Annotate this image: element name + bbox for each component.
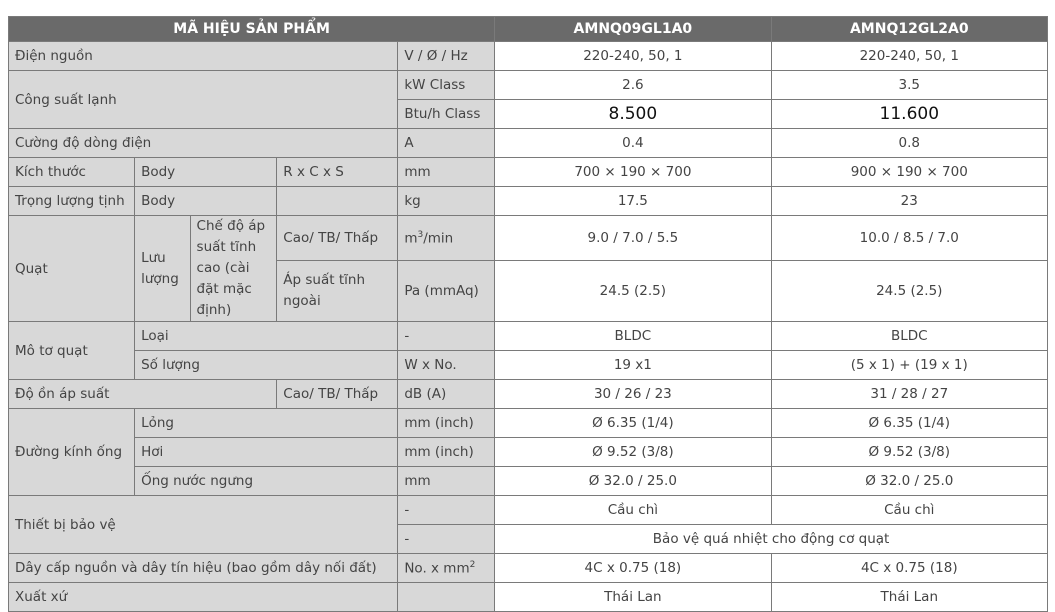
cable-unit: No. x $mm^2$ bbox=[398, 554, 495, 583]
cable-value-2: 4C x 0.75 (18) bbox=[771, 554, 1047, 583]
fan-label: Quạt bbox=[9, 216, 135, 322]
current-value-2: 0.8 bbox=[771, 129, 1047, 158]
header-model-1: AMNQ09GL1A0 bbox=[495, 17, 771, 42]
cooling-btu-unit: Btu/h Class bbox=[398, 100, 495, 129]
pipe-drain-value-2: Ø 32.0 / 25.0 bbox=[771, 467, 1047, 496]
pipe-drain-label: Ống nước ngưng bbox=[135, 467, 398, 496]
motor-qty-unit: W x No. bbox=[398, 351, 495, 380]
protection-fuse-value-2: Cầu chì bbox=[771, 496, 1047, 525]
table-row-pipe-gas bbox=[9, 438, 1048, 467]
net-weight-label: Trọng lượng tịnh bbox=[9, 187, 135, 216]
noise-sub: Cao/ TB/ Thấp bbox=[277, 380, 398, 409]
cooling-kw-unit: kW Class bbox=[398, 71, 495, 100]
current-unit: A bbox=[398, 129, 495, 158]
table-header-row bbox=[9, 17, 1048, 42]
origin-unit-empty bbox=[398, 583, 495, 612]
table-row-net-weight bbox=[9, 187, 1048, 216]
table-row-fan-speed bbox=[9, 216, 1048, 261]
power-supply-value-1: 220-240, 50, 1 bbox=[495, 42, 771, 71]
motor-type-unit: - bbox=[398, 322, 495, 351]
cable-value-1: 4C x 0.75 (18) bbox=[495, 554, 771, 583]
protection-label: Thiết bị bảo vệ bbox=[9, 496, 398, 554]
table-row-origin bbox=[9, 583, 1048, 612]
fan-pressure-value-2: 24.5 (2.5) bbox=[771, 261, 1047, 322]
pipe-gas-label: Hơi bbox=[135, 438, 398, 467]
table-row-current bbox=[9, 129, 1048, 158]
motor-qty-value-2: (5 x 1) + (19 x 1) bbox=[771, 351, 1047, 380]
fan-pressure-label: Áp suất tĩnh ngoài bbox=[277, 261, 398, 322]
cooling-capacity-label: Công suất lạnh bbox=[9, 71, 398, 129]
cooling-kw-value-1: 2.6 bbox=[495, 71, 771, 100]
table-row-pipe-drain bbox=[9, 467, 1048, 496]
spec-table-container bbox=[8, 16, 1048, 612]
protection-fuse-value-1: Cầu chì bbox=[495, 496, 771, 525]
pipe-gas-unit: mm (inch) bbox=[398, 438, 495, 467]
pipe-gas-value-2: Ø 9.52 (3/8) bbox=[771, 438, 1047, 467]
cable-label: Dây cấp nguồn và dây tín hiệu (bao gồm dây nối đất) bbox=[9, 554, 398, 583]
table-row-power-supply bbox=[9, 42, 1048, 71]
motor-type-label: Loại bbox=[135, 322, 398, 351]
net-weight-value-1: 17.5 bbox=[495, 187, 771, 216]
motor-label: Mô tơ quạt bbox=[9, 322, 135, 380]
dimensions-label: Kích thước bbox=[9, 158, 135, 187]
pipe-liquid-value-1: Ø 6.35 (1/4) bbox=[495, 409, 771, 438]
fan-pressure-unit: Pa (mmAq) bbox=[398, 261, 495, 322]
pipe-drain-unit: mm bbox=[398, 467, 495, 496]
pipe-liquid-unit: mm (inch) bbox=[398, 409, 495, 438]
current-value-1: 0.4 bbox=[495, 129, 771, 158]
dimensions-value-2: 900 × 190 × 700 bbox=[771, 158, 1047, 187]
protection-thermal-unit: - bbox=[398, 525, 495, 554]
cooling-kw-value-2: 3.5 bbox=[771, 71, 1047, 100]
motor-type-value-2: BLDC bbox=[771, 322, 1047, 351]
table-row-dimensions bbox=[9, 158, 1048, 187]
noise-value-1: 30 / 26 / 23 bbox=[495, 380, 771, 409]
spec-table bbox=[8, 16, 1048, 612]
pipe-label: Đường kính ống bbox=[9, 409, 135, 496]
power-supply-value-2: 220-240, 50, 1 bbox=[771, 42, 1047, 71]
fan-speed-label: Cao/ TB/ Thấp bbox=[277, 216, 398, 261]
table-row-pipe-liquid bbox=[9, 409, 1048, 438]
origin-value-2: Thái Lan bbox=[771, 583, 1047, 612]
table-row-motor-qty bbox=[9, 351, 1048, 380]
table-row-cable bbox=[9, 554, 1048, 583]
origin-value-1: Thái Lan bbox=[495, 583, 771, 612]
net-weight-sub: Body bbox=[135, 187, 277, 216]
net-weight-value-2: 23 bbox=[771, 187, 1047, 216]
noise-unit: dB (A) bbox=[398, 380, 495, 409]
cooling-btu-value-1: 8.500 bbox=[495, 100, 771, 129]
pipe-liquid-label: Lỏng bbox=[135, 409, 398, 438]
noise-label: Độ ồn áp suất bbox=[9, 380, 277, 409]
table-row-cooling-kw bbox=[9, 71, 1048, 100]
fan-speed-unit: $m^3/\min$ bbox=[398, 216, 495, 261]
motor-qty-label: Số lượng bbox=[135, 351, 398, 380]
header-model-2: AMNQ12GL2A0 bbox=[771, 17, 1047, 42]
noise-value-2: 31 / 28 / 27 bbox=[771, 380, 1047, 409]
motor-type-value-1: BLDC bbox=[495, 322, 771, 351]
pipe-gas-value-1: Ø 9.52 (3/8) bbox=[495, 438, 771, 467]
dimensions-unit: mm bbox=[398, 158, 495, 187]
fan-speed-value-2: 10.0 / 8.5 / 7.0 bbox=[771, 216, 1047, 261]
current-label: Cường độ dòng điện bbox=[9, 129, 398, 158]
dimensions-sub2: R x C x S bbox=[277, 158, 398, 187]
table-row-noise bbox=[9, 380, 1048, 409]
cooling-btu-value-2: 11.600 bbox=[771, 100, 1047, 129]
origin-label: Xuất xứ bbox=[9, 583, 398, 612]
table-row-motor-type bbox=[9, 322, 1048, 351]
net-weight-unit: kg bbox=[398, 187, 495, 216]
fan-flow-label: Lưu lượng bbox=[135, 216, 190, 322]
protection-fuse-unit: - bbox=[398, 496, 495, 525]
protection-thermal-value: Bảo vệ quá nhiệt cho động cơ quạt bbox=[495, 525, 1048, 554]
dimensions-sub: Body bbox=[135, 158, 277, 187]
motor-qty-value-1: 19 x1 bbox=[495, 351, 771, 380]
table-row-protection-fuse bbox=[9, 496, 1048, 525]
power-supply-label: Điện nguồn bbox=[9, 42, 398, 71]
fan-speed-value-1: 9.0 / 7.0 / 5.5 bbox=[495, 216, 771, 261]
fan-pressure-value-1: 24.5 (2.5) bbox=[495, 261, 771, 322]
power-supply-unit: V / Ø / Hz bbox=[398, 42, 495, 71]
net-weight-empty bbox=[277, 187, 398, 216]
dimensions-value-1: 700 × 190 × 700 bbox=[495, 158, 771, 187]
pipe-liquid-value-2: Ø 6.35 (1/4) bbox=[771, 409, 1047, 438]
pipe-drain-value-1: Ø 32.0 / 25.0 bbox=[495, 467, 771, 496]
fan-mode-label: Chế độ áp suất tĩnh cao (cài đặt mặc định) bbox=[190, 216, 277, 322]
header-product-code: MÃ HIỆU SẢN PHẨM bbox=[9, 17, 495, 42]
